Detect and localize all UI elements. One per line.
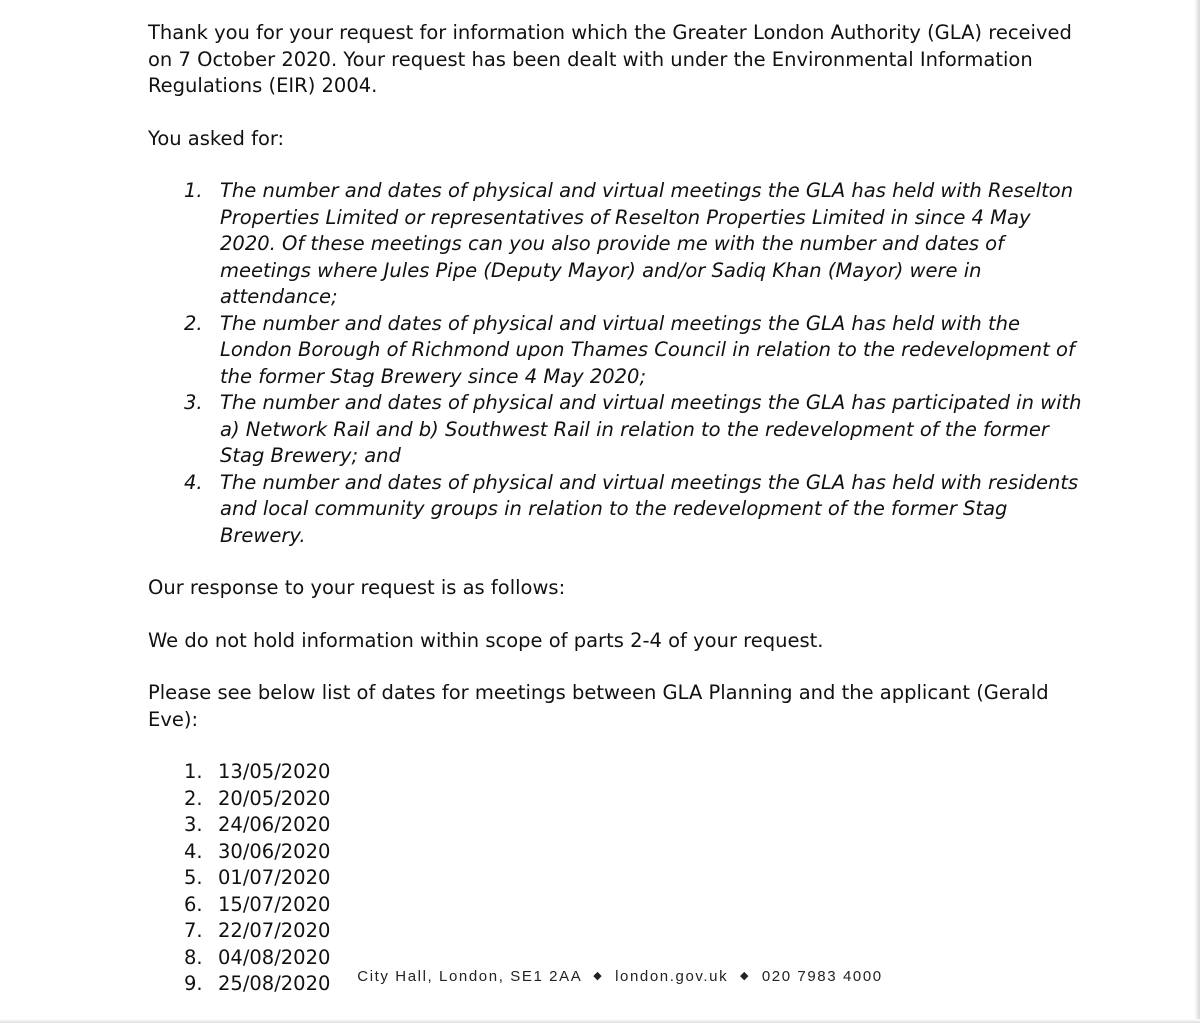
meeting-number: 3. <box>184 813 203 836</box>
meeting-number: 1. <box>184 760 203 783</box>
meeting-date-item <box>148 892 1088 919</box>
scope-statement: We do not hold information within scope of parts 2-4 of your request. <box>148 628 824 652</box>
meeting-date: 04/08/2020 <box>218 945 331 969</box>
meeting-date: 15/07/2020 <box>218 892 331 916</box>
meeting-date-item <box>148 918 1088 945</box>
meeting-number: 9. <box>184 972 203 995</box>
meeting-date: 13/05/2020 <box>218 760 331 783</box>
meeting-date-list <box>148 759 1088 998</box>
intro-paragraph: Thank you for your request for information which the Greater London Authority (GLA) received on 7 October 2020. Your request has been dealt with under the Environmental Information Regulations (EIR) 2004. <box>148 21 1072 97</box>
diamond-separator-icon: ◆ <box>739 970 751 982</box>
page-edge-shadow <box>1194 0 1200 1023</box>
request-item <box>148 390 1088 470</box>
see-below-paragraph: Please see below list of dates for meetings between GLA Planning and the applicant (Gerald Eve): <box>148 681 1049 731</box>
request-number: 4. <box>184 470 203 494</box>
meeting-date-item <box>148 759 1088 786</box>
request-text: The number and dates of physical and virtual meetings the GLA has held with Reselton Properties Limited or representatives of Reselton Properties Limited in since 4 May 2020. Of these meetings can you also provide me with the number and dates of meetings where Jules Pipe (Deputy Mayor) and/or Sadiq Khan (Mayor) were in attendance; <box>220 179 1074 308</box>
request-text: The number and dates of physical and virtual meetings the GLA has held with residents and local community groups in relation to the redevelopment of the former Stag Brewery. <box>220 470 1079 547</box>
meeting-date: 01/07/2020 <box>218 866 331 889</box>
meeting-date: 24/06/2020 <box>218 813 331 836</box>
response-intro: Our response to your request is as follows: <box>148 576 566 599</box>
request-text: The number and dates of physical and virtual meetings the GLA has held with the London Borough of Richmond upon Thames Council in relation to the redevelopment of the former Stag Brewery since 4 May 2020; <box>220 311 1075 388</box>
request-number: 1. <box>184 179 203 202</box>
asked-for-heading: You asked for: <box>148 126 285 150</box>
diamond-separator-icon: ◆ <box>593 970 604 982</box>
meeting-number: 7. <box>184 919 203 942</box>
request-item <box>148 470 1088 550</box>
footer-address: City Hall, London, SE1 2AA <box>357 968 582 985</box>
letter-footer <box>0 968 1200 985</box>
request-number: 3. <box>184 391 203 414</box>
page-edge-shadow <box>0 1019 1200 1023</box>
meeting-number: 5. <box>184 866 203 889</box>
meeting-date-item <box>148 865 1088 892</box>
meeting-number: 4. <box>184 839 203 863</box>
meeting-number: 8. <box>184 945 203 969</box>
meeting-date: 30/06/2020 <box>218 839 331 863</box>
meeting-number: 6. <box>184 892 203 916</box>
meeting-date: 22/07/2020 <box>218 919 331 942</box>
footer-website: london.gov.uk <box>615 968 729 985</box>
meeting-date-item <box>148 786 1088 813</box>
meeting-number: 2. <box>184 786 203 810</box>
meeting-date-item <box>148 812 1088 839</box>
meeting-date-item <box>148 839 1088 866</box>
request-text: The number and dates of physical and virtual meetings the GLA has participated in with a) Network Rail and b) Southwest Rail in relation to the redevelopment of the former Stag Brewery; and <box>220 391 1082 467</box>
meeting-date: 20/05/2020 <box>218 786 331 810</box>
request-item <box>148 178 1088 311</box>
request-list <box>148 178 1088 549</box>
footer-phone: 020 7983 4000 <box>761 968 883 985</box>
meeting-date: 25/08/2020 <box>218 972 331 995</box>
request-item <box>148 311 1088 391</box>
letter-body <box>148 20 1088 998</box>
request-number: 2. <box>184 311 203 335</box>
